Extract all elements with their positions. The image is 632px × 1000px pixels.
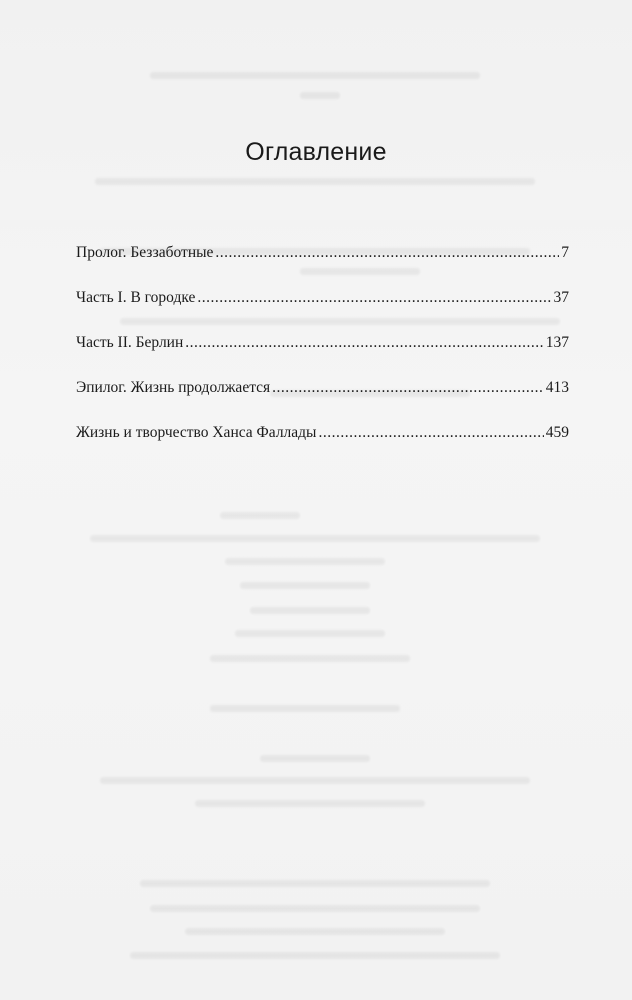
toc-entry-part-1[interactable]: [76, 285, 569, 310]
dot-leader: [185, 330, 543, 355]
toc-entry-page: 7: [561, 244, 569, 261]
toc-entry-page: 413: [545, 379, 569, 396]
toc-entry-epilogue[interactable]: [76, 375, 569, 400]
dot-leader: [318, 420, 543, 445]
toc-entry-page: 459: [545, 424, 569, 441]
dot-leader: [215, 240, 559, 265]
toc-entry-page: 37: [553, 289, 569, 306]
toc-entry-label: Эпилог. Жизнь продолжается: [76, 379, 271, 396]
dot-leader: [197, 285, 551, 310]
toc-entry-label: Часть II. Берлин: [76, 334, 184, 351]
dot-leader: [272, 375, 544, 400]
toc-entry-label: Жизнь и творчество Ханса Фаллады: [76, 424, 317, 441]
toc-entry-page: 137: [545, 334, 569, 351]
toc-entry-label: Часть I. В городке: [76, 289, 196, 306]
toc-entry-afterword[interactable]: [76, 420, 569, 445]
toc-entry-label: Пролог. Беззаботные: [76, 244, 214, 261]
table-of-contents: [76, 240, 569, 465]
toc-entry-prologue[interactable]: [76, 240, 569, 265]
page-title: Оглавление: [245, 138, 387, 166]
toc-entry-part-2[interactable]: [76, 330, 569, 355]
